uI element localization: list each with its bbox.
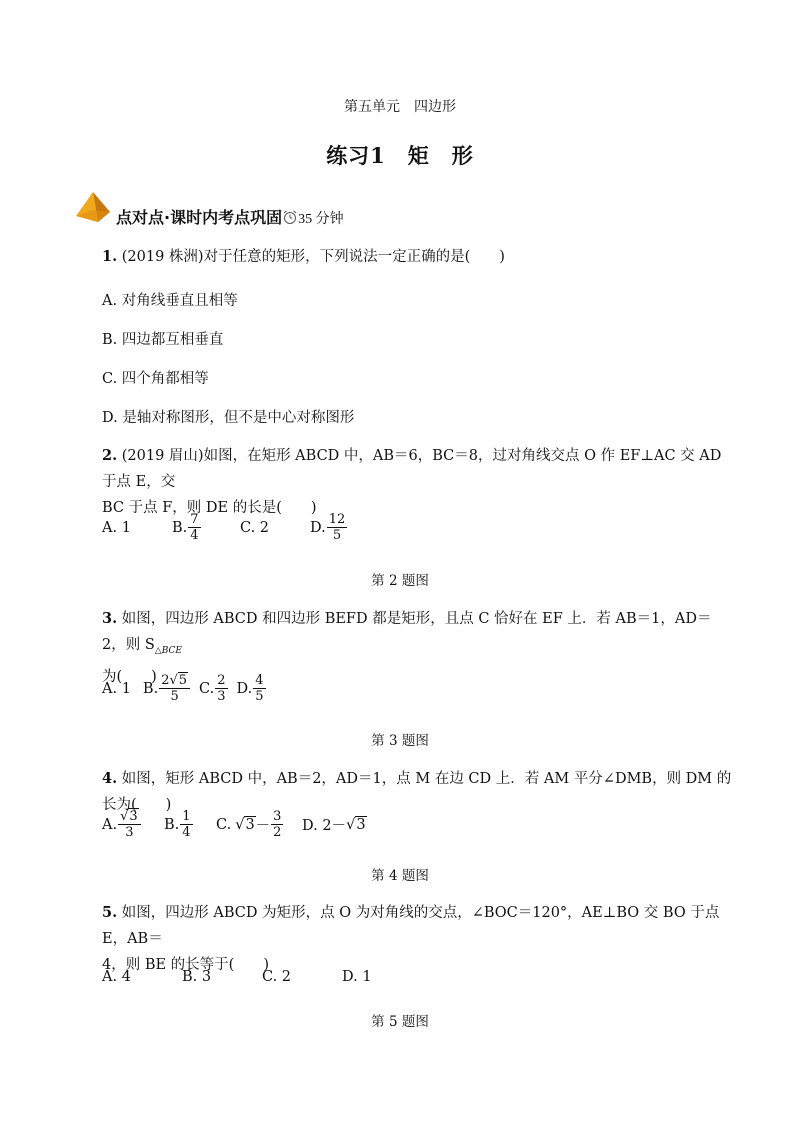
minus-sign: －: [255, 818, 271, 834]
q4-options: [102, 809, 367, 840]
question-text: (2019 株洲)对于任意的矩形，下列说法一定正确的是( ): [121, 249, 505, 265]
unit-heading: 第五单元 四边形: [344, 99, 456, 115]
question-text: 如图，四边形 ABCD 为矩形，点 O 为对角线的交点，∠BOC＝120°，AE⊥BO 交 BO 于点 E，AB＝: [102, 905, 720, 947]
question-number: 2.: [102, 447, 118, 464]
question-text: 为( ): [102, 668, 157, 685]
q1-option-a: A. 对角线垂直且相等: [102, 293, 238, 309]
q3-option-c: [199, 673, 228, 704]
question-1: [102, 244, 732, 270]
fraction-denominator: 3: [125, 825, 134, 840]
q2-option-b: [172, 512, 240, 543]
option-label: C.: [199, 680, 215, 697]
q2-option-c: C. 2: [240, 519, 270, 536]
section-label: 点对点·课时内考点巩固: [116, 208, 283, 227]
option-label: A.: [102, 816, 118, 833]
question-number: 4.: [102, 770, 118, 787]
subscript: △BCE: [154, 645, 182, 656]
section-time: 35 分钟: [298, 212, 344, 227]
fraction-numerator: 7: [190, 512, 199, 527]
option-label: D.: [236, 680, 253, 697]
option-label: B.: [142, 680, 159, 697]
figure-caption: 第 3 题图: [371, 733, 429, 749]
q5-option-d: D. 1: [342, 969, 372, 985]
radicand: 3: [356, 816, 366, 833]
fraction-numerator: 4: [255, 673, 264, 688]
figure-caption: 第 4 题图: [371, 868, 429, 884]
q1-option-d: D. 是轴对称图形，但不是中心对称图形: [102, 410, 355, 426]
q4-option-b: [164, 809, 216, 840]
q4-option-d: D. 2－ √3: [302, 814, 367, 835]
coefficient: 2: [161, 673, 170, 688]
fraction-denominator: 4: [190, 528, 199, 543]
q5-option-b: B. 3: [182, 969, 212, 985]
q5-option-a: A. 4: [102, 969, 131, 985]
q2-option-d: [310, 512, 348, 543]
figure-caption: 第 5 题图: [371, 1014, 429, 1030]
radicand: 5: [178, 673, 188, 688]
option-label: D. 2－: [302, 818, 347, 834]
question-text: 如图，四边形 ABCD 和四边形 BEFD 都是矩形，且点 C 恰好在 EF 上．若 AB＝1，AD＝2，则 S: [102, 611, 712, 653]
option-label: B.: [164, 816, 180, 833]
radicand: 3: [245, 816, 255, 833]
q3-options: [102, 673, 267, 704]
fraction-denominator: 5: [255, 689, 264, 704]
fraction-numerator: 1: [182, 809, 191, 824]
fraction-denominator: 4: [182, 825, 191, 840]
q5-options: [102, 969, 372, 985]
section-heading: [116, 205, 344, 228]
pyramid-icon: [74, 190, 112, 224]
question-text: (2019 眉山)如图，在矩形 ABCD 中，AB＝6，BC＝8，过对角线交点 O 作 EF⊥AC 交 AD 于点 E，交: [102, 448, 722, 490]
q5-option-c: C. 2: [262, 969, 292, 985]
q4-option-a: A. $\frac{√3}{3}$: [102, 809, 164, 840]
radicand: 3: [129, 809, 138, 824]
fraction-numerator: 3: [273, 809, 282, 824]
question-2: [102, 443, 732, 521]
q2-options: [102, 512, 348, 543]
option-label: B.: [172, 519, 188, 536]
fraction-numerator: 2: [217, 673, 226, 688]
option-label: C.: [216, 816, 232, 833]
question-number: 3.: [102, 610, 118, 627]
question-text: 4，则 BE 的长等于( ): [102, 957, 269, 973]
q3-option-d: [237, 673, 267, 704]
fraction-denominator: 2: [273, 825, 282, 840]
q1-option-c: C. 四个角都相等: [102, 371, 209, 387]
page-title: 练习1 矩 形: [326, 143, 474, 168]
question-text: 如图，矩形 ABCD 中，AB＝2，AD＝1，点 M 在边 CD 上．若 AM 平分∠DMB，则 DM 的长为( ): [102, 771, 732, 813]
option-label: D.: [310, 519, 326, 536]
fraction-denominator: 5: [170, 689, 179, 704]
q2-option-a: A. 1: [102, 519, 131, 536]
question-5: [102, 900, 732, 978]
question-number: 5.: [102, 904, 118, 921]
question-number: 1.: [102, 248, 118, 265]
fraction-denominator: 5: [332, 528, 342, 543]
figure-caption: 第 2 题图: [371, 573, 429, 589]
q1-option-b: B. 四边都互相垂直: [102, 332, 224, 348]
q3-option-a: A. 1: [102, 680, 131, 697]
fraction-denominator: 3: [217, 689, 226, 704]
q3-option-b: B. $\frac{2√5}{5}$: [143, 673, 191, 704]
fraction-numerator: 12: [328, 512, 346, 527]
q4-option-c: C. √3 － $\frac{3}{2}$: [216, 809, 282, 840]
alarm-clock-icon: [282, 209, 298, 225]
question-text: BC 于点 F，则 DE 的长是( ): [102, 500, 317, 516]
